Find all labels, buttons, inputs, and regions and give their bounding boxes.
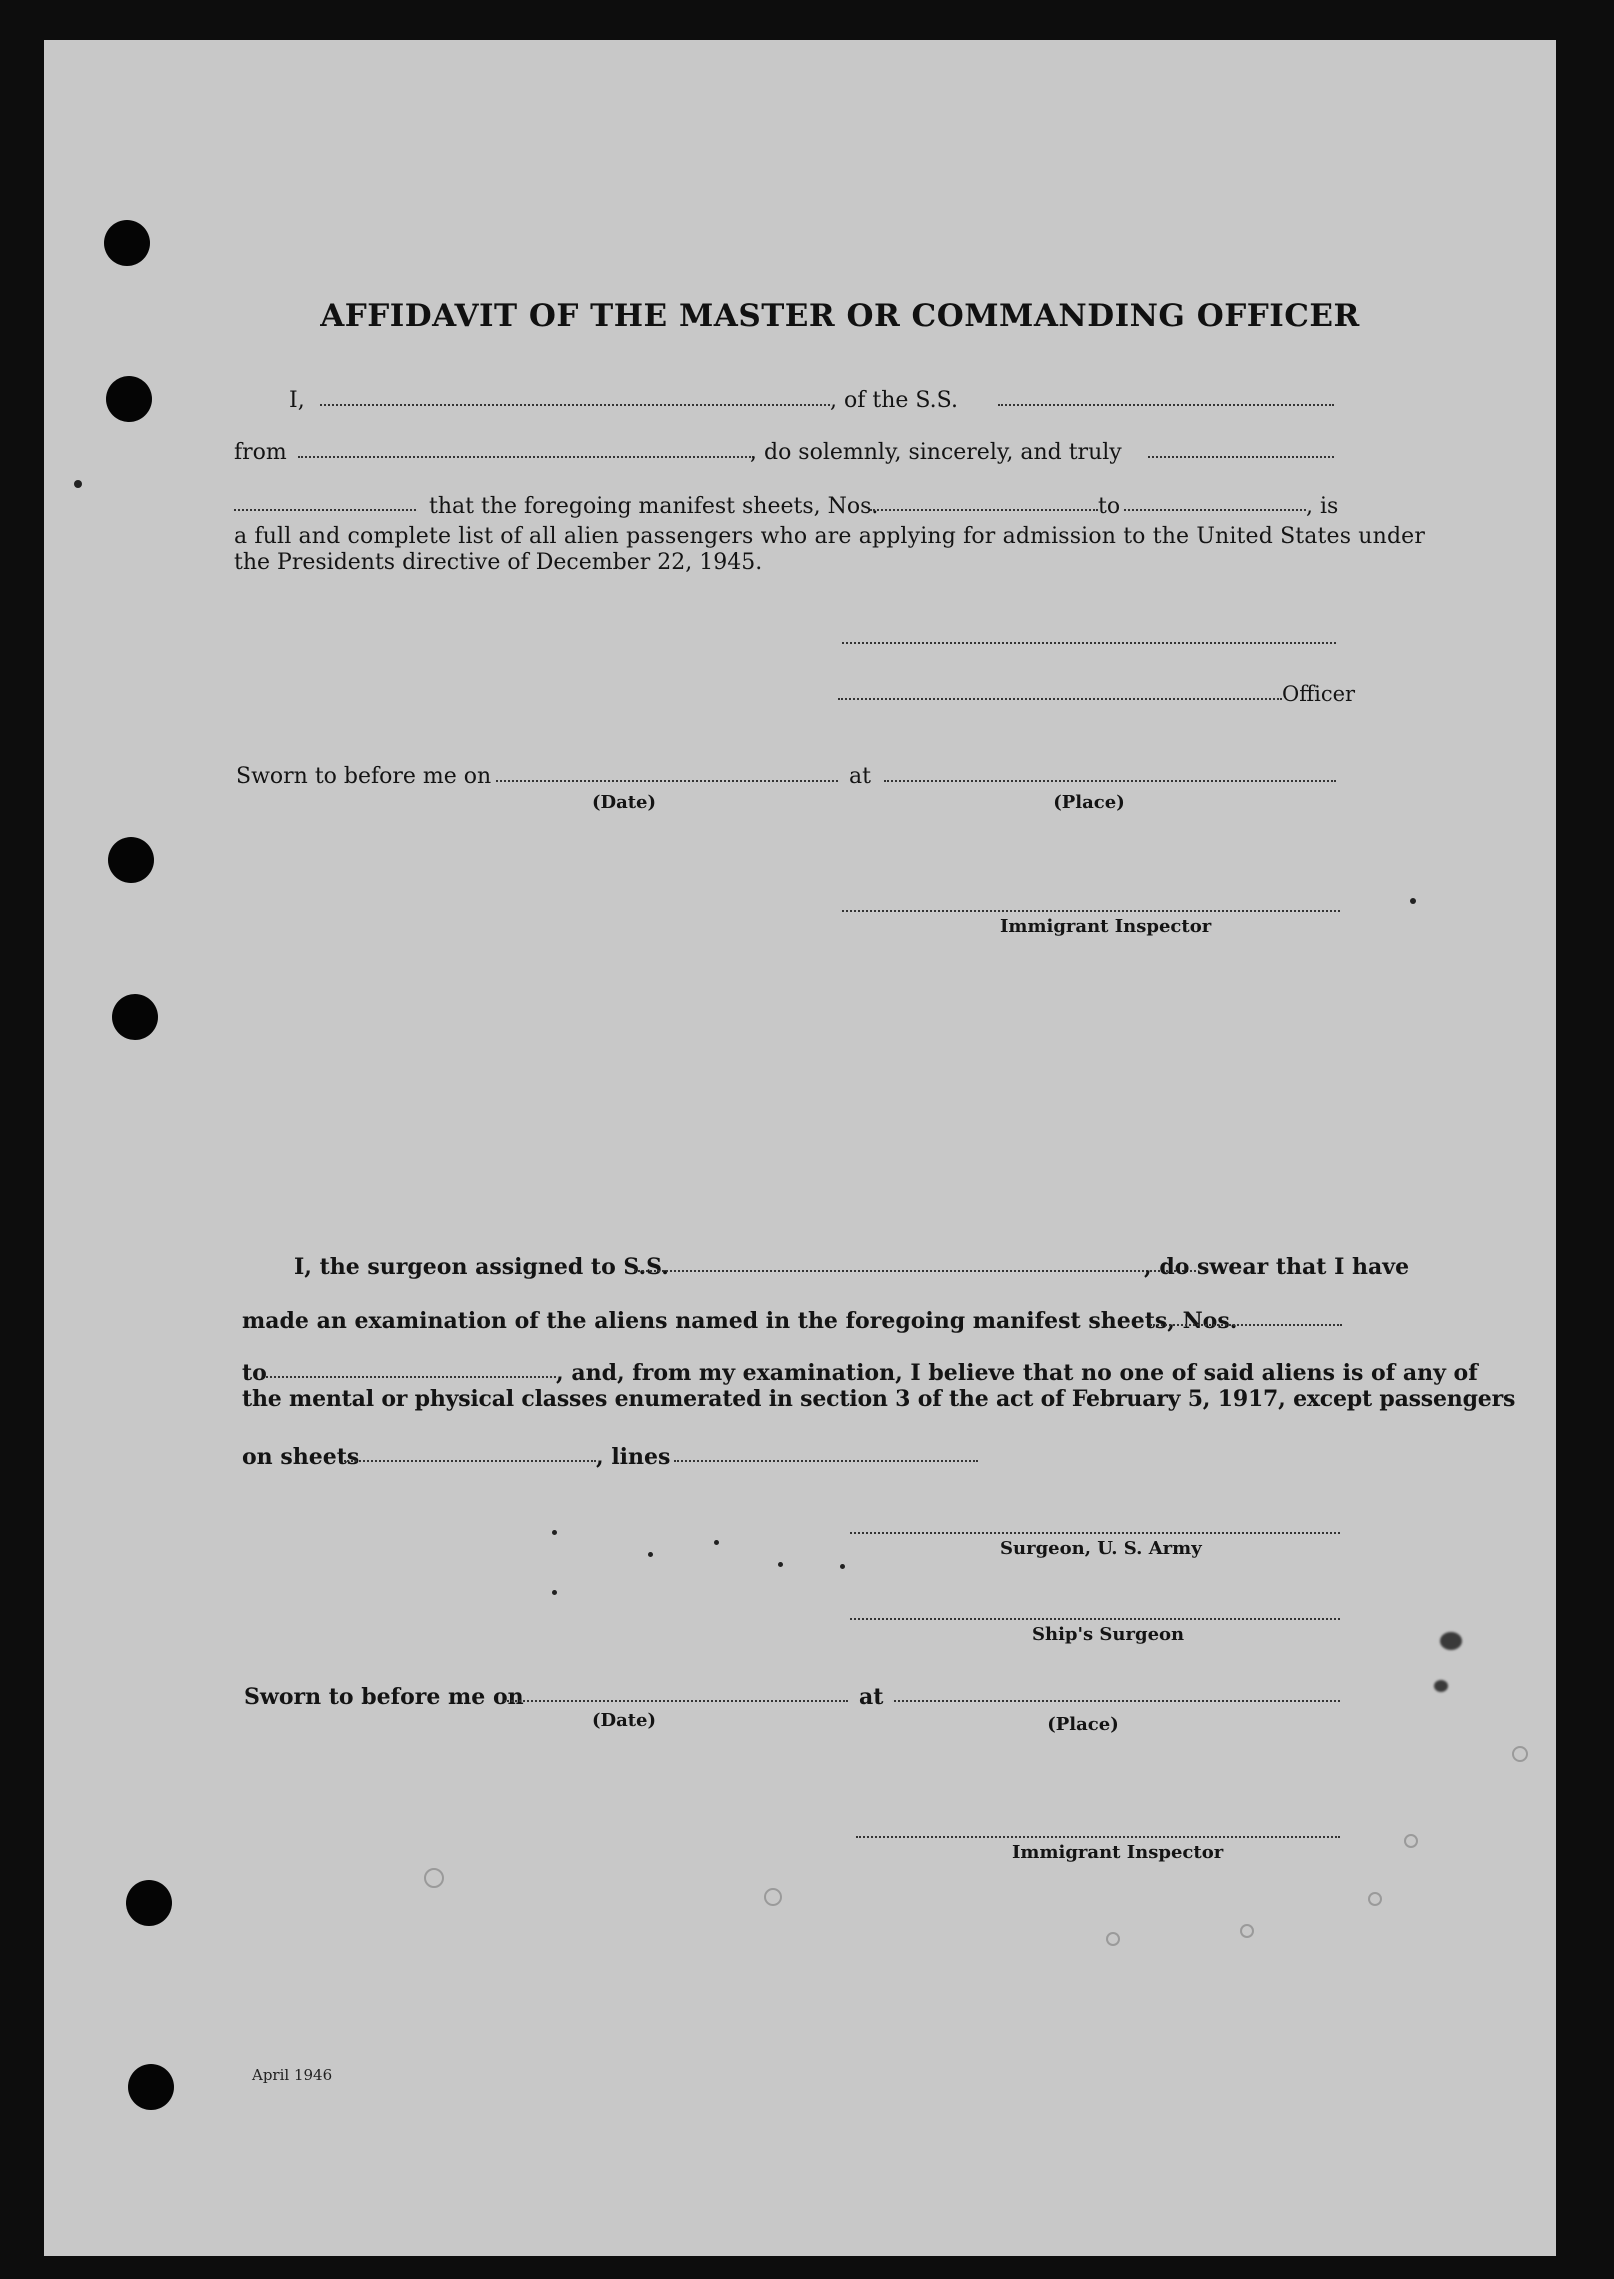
of-ss-label: , of the S.S. (830, 388, 958, 413)
port-field[interactable] (298, 456, 754, 458)
surgeon-intro: I, the surgeon assigned to S.S. (294, 1254, 669, 1280)
on-sheets-label: on sheets (242, 1444, 360, 1470)
declaration-field[interactable] (1148, 456, 1334, 458)
surgeon-at-label: at (859, 1684, 884, 1710)
punch-hole (128, 2064, 174, 2110)
ring-mark (424, 1868, 444, 1888)
officer-signature-field[interactable] (838, 698, 1282, 700)
stain (1434, 1680, 1448, 1692)
speck (74, 480, 82, 488)
sworn-label: Sworn to before me on (236, 764, 492, 789)
surgeon-swear: , do swear that I have (1144, 1254, 1410, 1280)
speck (552, 1530, 557, 1535)
surgeon-paragraph: , and, from my examination, I believe that no one of said aliens is of any of (556, 1360, 1478, 1386)
speck (778, 1562, 783, 1567)
sheets-to-field[interactable] (1124, 509, 1306, 511)
surgeon-sworn-date-field[interactable] (504, 1700, 848, 1702)
speck (1410, 898, 1416, 904)
from-label: from (234, 440, 287, 465)
ring-mark (1404, 1834, 1418, 1848)
speck (552, 1590, 557, 1595)
surgeon-sheets-to-field[interactable] (266, 1376, 556, 1378)
except-lines-field[interactable] (674, 1460, 978, 1462)
paragraph-line: a full and complete list of all alien passengers who are applying for admission to the United States under (234, 524, 1426, 549)
officer-label: Officer (1282, 682, 1356, 706)
master-signature-field[interactable] (842, 642, 1336, 644)
surgeon-paragraph: made an examination of the aliens named in the foregoing manifest sheets, Nos. (242, 1308, 1238, 1334)
surgeon-sworn-place-field[interactable] (894, 1700, 1340, 1702)
form-page (44, 40, 1556, 2256)
foregoing-label: that the foregoing manifest sheets, Nos. (429, 494, 879, 519)
surgeon-inspector-signature-field[interactable] (856, 1836, 1340, 1838)
punch-hole (126, 1880, 172, 1926)
surgeon-paragraph: the mental or physical classes enumerated in section 3 of the act of February 5, 1917, except passengers (242, 1386, 1516, 1412)
ships-surgeon-caption: Ship's Surgeon (1032, 1624, 1185, 1645)
ring-mark (764, 1888, 782, 1906)
army-surgeon-caption: Surgeon, U. S. Army (1000, 1538, 1202, 1559)
paragraph-line: the Presidents directive of December 22, 1945. (234, 550, 763, 575)
surgeon-date-caption: (Date) (591, 1710, 657, 1731)
ring-mark (1512, 1746, 1528, 1762)
at-label: at (849, 764, 871, 789)
declaration-field-2[interactable] (234, 509, 416, 511)
lines-label: , lines (596, 1444, 671, 1470)
form-title: AFFIDAVIT OF THE MASTER OR COMMANDING OFFICER (320, 298, 1360, 334)
ring-mark (1106, 1932, 1120, 1946)
sworn-date-field[interactable] (496, 780, 838, 782)
ship-field[interactable] (998, 404, 1334, 406)
inspector-signature-field[interactable] (842, 910, 1340, 912)
punch-hole (112, 994, 158, 1040)
sworn-place-field[interactable] (884, 780, 1336, 782)
speck (714, 1540, 719, 1545)
surgeon-to-label: to (242, 1360, 267, 1386)
date-caption: (Date) (591, 792, 657, 813)
except-sheets-field[interactable] (344, 1460, 596, 1462)
is-label: , is (1306, 494, 1339, 519)
surgeon-sheets-from-field[interactable] (1150, 1324, 1342, 1326)
ring-mark (1240, 1924, 1254, 1938)
surgeon-place-caption: (Place) (1047, 1714, 1119, 1735)
punch-hole (104, 220, 150, 266)
name-field[interactable] (320, 404, 830, 406)
ships-surgeon-signature-field[interactable] (850, 1618, 1340, 1620)
to-label: to (1098, 494, 1121, 519)
inspector-caption: Immigrant Inspector (1000, 916, 1212, 937)
surgeon-sworn-label: Sworn to before me on (244, 1684, 524, 1710)
place-caption: (Place) (1053, 792, 1125, 813)
army-surgeon-signature-field[interactable] (850, 1532, 1340, 1534)
surgeon-inspector-caption: Immigrant Inspector (1012, 1842, 1224, 1863)
solemnly-label: , do solemnly, sincerely, and truly (750, 440, 1122, 465)
punch-hole (108, 837, 154, 883)
ring-mark (1368, 1892, 1382, 1906)
form-date-footer: April 1946 (252, 2066, 333, 2084)
speck (648, 1552, 653, 1557)
stain (1440, 1632, 1462, 1650)
i-label: I, (289, 388, 305, 413)
punch-hole (106, 376, 152, 422)
surgeon-ship-field[interactable] (634, 1270, 1196, 1272)
speck (840, 1564, 845, 1569)
sheets-from-field[interactable] (870, 509, 1098, 511)
